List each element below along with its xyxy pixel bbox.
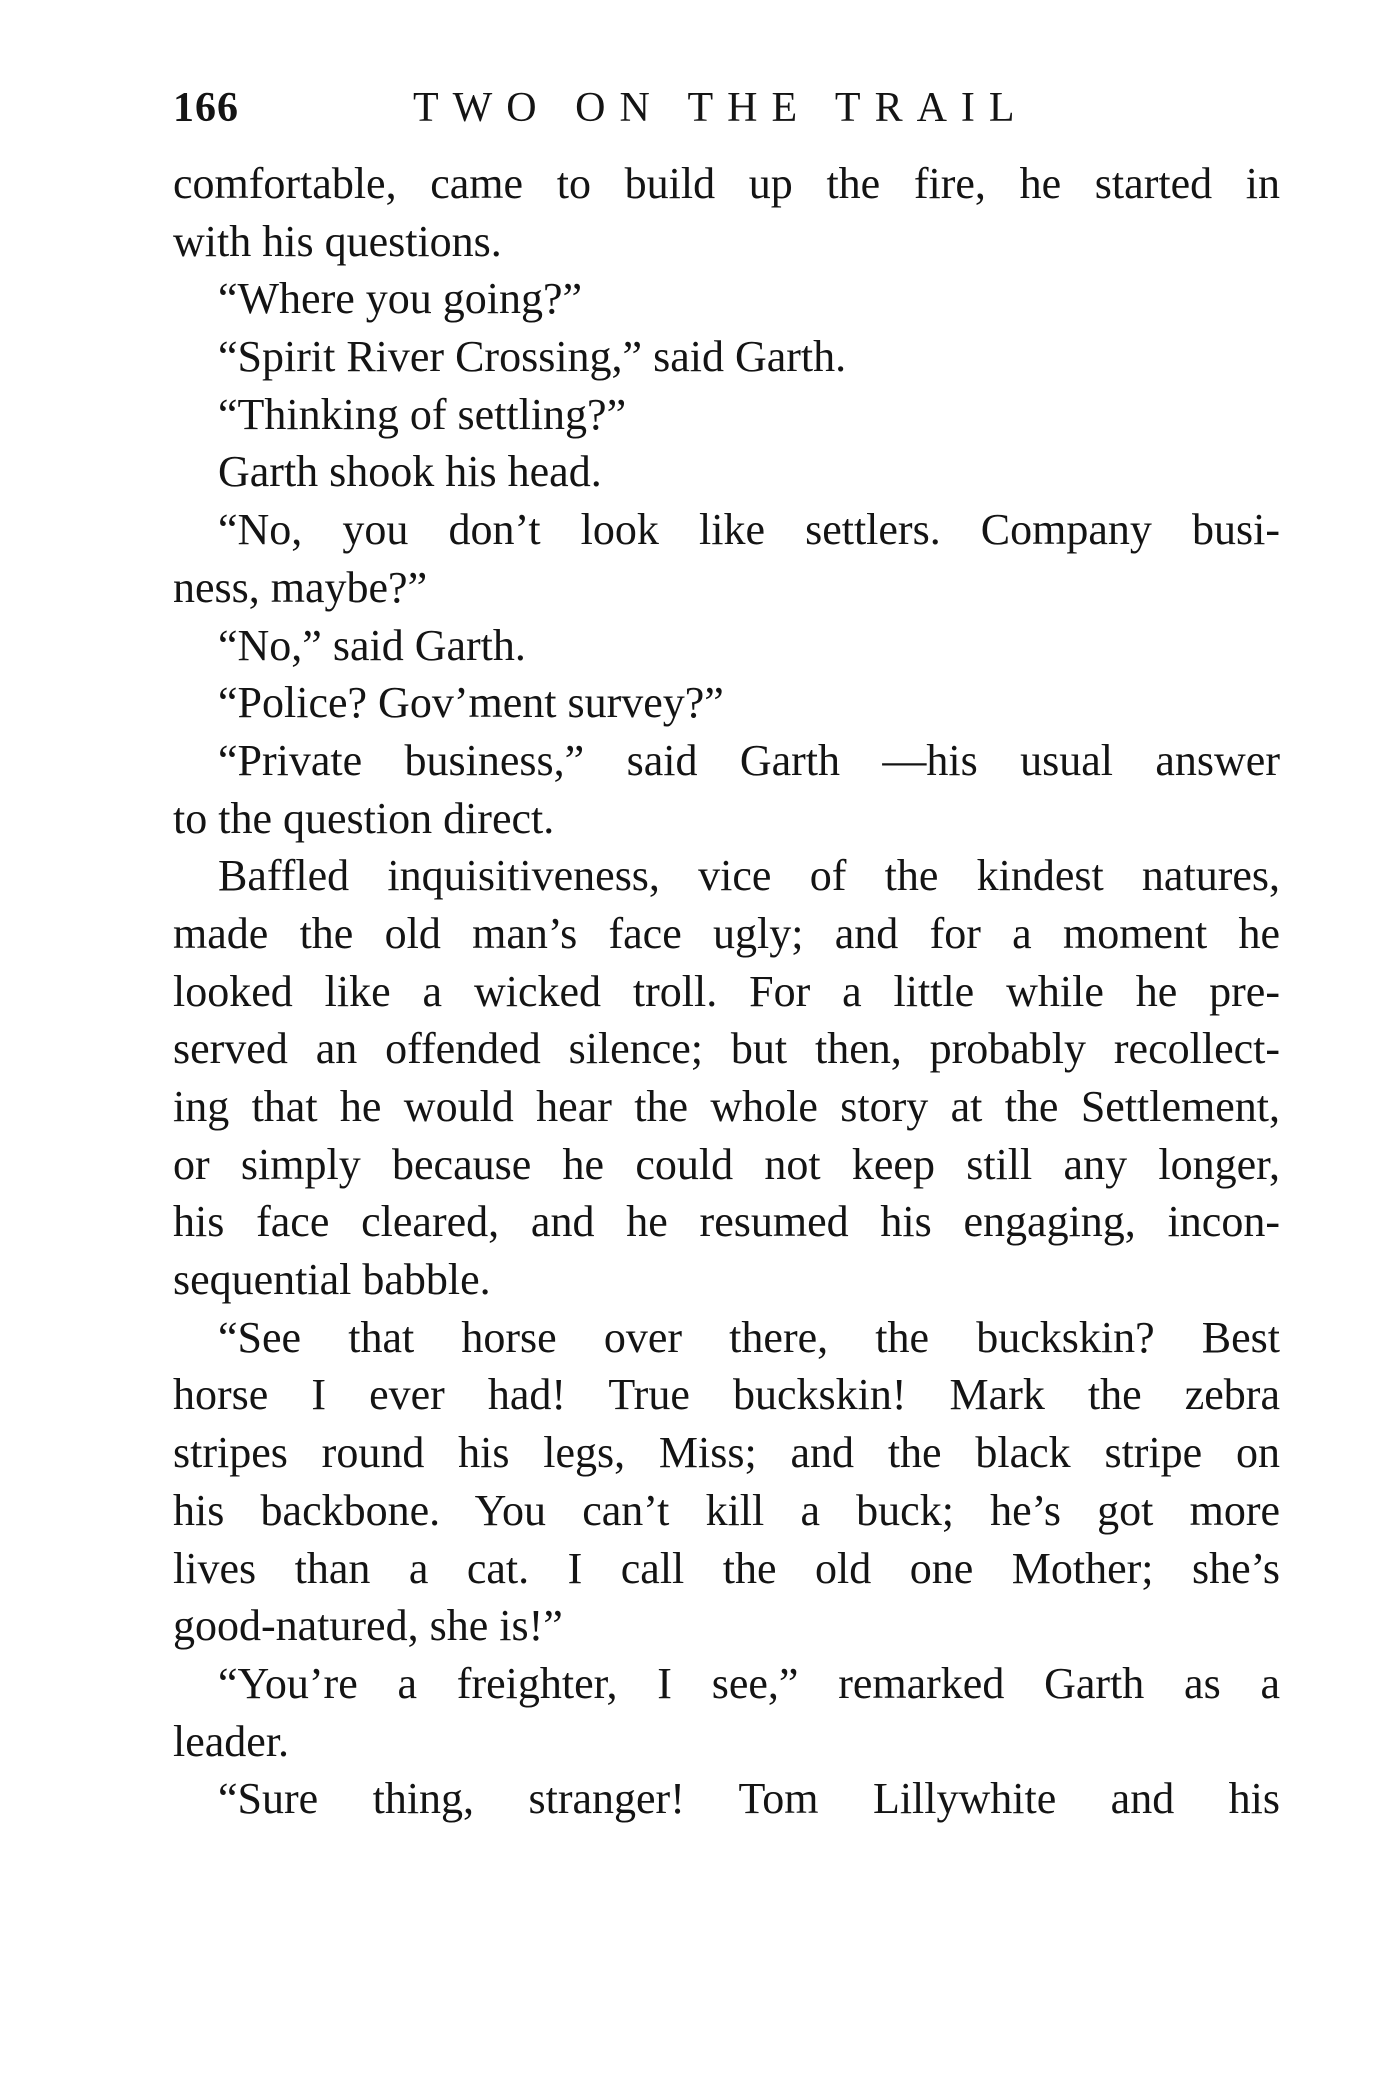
text-line: stripes round his legs, Miss; and the black stripe on <box>173 1428 1280 1478</box>
body-text <box>173 155 1280 1828</box>
text-line: or simply because he could not keep still any longer, <box>173 1139 1280 1189</box>
text-line: Baffled inquisitiveness, vice of the kindest natures, <box>218 851 1280 901</box>
text-line: lives than a cat. I call the old one Mother; she’s <box>173 1543 1280 1593</box>
text-line: with his questions. <box>173 216 502 266</box>
text-line: “No,” said Garth. <box>218 620 526 670</box>
text-line: his face cleared, and he resumed his engaging, incon- <box>173 1197 1280 1247</box>
text-line: “No, you don’t look like settlers. Company busi- <box>218 505 1280 555</box>
text-line: “Private business,” said Garth —his usual answer <box>218 735 1280 785</box>
text-line: sequential babble. <box>173 1255 491 1305</box>
text-line: good-natured, she is!” <box>173 1601 563 1651</box>
text-line: looked like a wicked troll. For a little while he pre- <box>173 966 1280 1016</box>
text-line: “You’re a freighter, I see,” remarked Garth as a <box>218 1658 1280 1708</box>
text-line: his backbone. You can’t kill a buck; he’s got more <box>173 1485 1280 1535</box>
text-line: “Spirit River Crossing,” said Garth. <box>218 332 847 382</box>
text-line: served an offended silence; but then, probably recollect- <box>173 1024 1280 1074</box>
text-line: comfortable, came to build up the fire, he started in <box>173 159 1280 208</box>
running-title: TWO ON THE TRAIL <box>413 85 1029 131</box>
running-head <box>173 78 1273 138</box>
page-number: 166 <box>173 85 239 131</box>
text-line: made the old man’s face ugly; and for a moment he <box>173 908 1280 958</box>
text-line: “Police? Gov’ment survey?” <box>218 678 724 728</box>
text-line: “Thinking of settling?” <box>218 389 627 439</box>
text-line: “Sure thing, stranger! Tom Lillywhite and his <box>218 1774 1280 1824</box>
text-line: Garth shook his head. <box>218 447 602 497</box>
text-line: “Where you going?” <box>218 274 583 324</box>
text-line: “See that horse over there, the buckskin? Best <box>218 1312 1280 1362</box>
text-line: leader. <box>173 1716 290 1766</box>
text-line: horse I ever had! True buckskin! Mark the zebra <box>173 1370 1280 1420</box>
text-line: to the question direct. <box>173 793 555 843</box>
text-line: ing that he would hear the whole story at the Settlement, <box>173 1082 1280 1131</box>
text-line: ness, maybe?” <box>173 562 428 612</box>
